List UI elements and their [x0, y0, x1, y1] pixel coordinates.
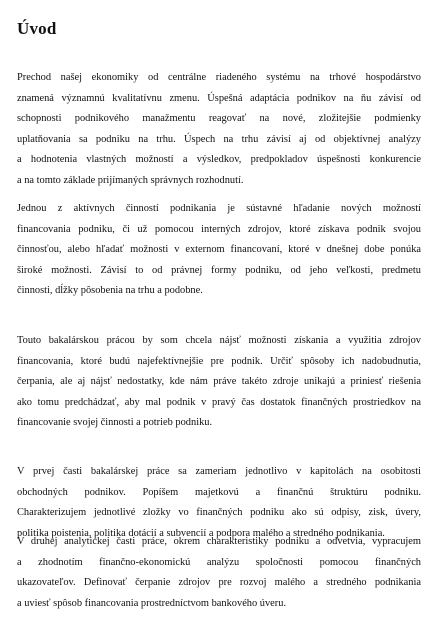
- page-title: Úvod: [17, 19, 57, 38]
- paragraph-1: [17, 68, 421, 191]
- text-line: uplatňovania sa podniku na trhu. Úspech na trhu závisí aj od objektívnej analýzy: [17, 133, 421, 145]
- text-line: Jednou z aktívnych činností podnikania je sústavné hľadanie nových možností: [17, 203, 421, 214]
- paragraph-3: [17, 331, 421, 434]
- text-line: financovania, ktoré budú najefektívnejšie pre podnik. Určiť spôsoby ich nadobudnutia,: [17, 355, 421, 367]
- text-line: Touto bakalárskou prácou by som chcela nájsť možnosti získania a využitia zdrojov: [17, 335, 421, 346]
- text-line: financovanie svojej činnosti a potrieb podniku.: [17, 417, 213, 428]
- text-line: činnosťou, alebo hľadať možnosti v externom financovaní, ktoré v dnešnej dobe ponúka: [17, 244, 421, 255]
- text-line: a hodnotenia vlastných možností a výsledkov, predpokladov úspešnosti konkurencie: [17, 154, 421, 165]
- text-line: a zhodnotím finančno-ekonomickú analýzu spoločnosti pomocou finančných: [17, 556, 421, 568]
- text-line: čerpania, ale aj nájsť nedostatky, kde nám práve takéto zdroje unikajú a priniesť riešenia: [17, 376, 421, 387]
- text-line: a uviesť spôsob financovania prostredníctvom bankového úveru.: [17, 597, 287, 609]
- text-line: schopnosti podnikového manažmentu reagovať na nové, zložitejšie podmienky: [17, 113, 421, 124]
- text-line: Charakterizujem jednotlivé zložky vo finančných podniku ako sú odpisy, zisk, úvery,: [17, 507, 421, 518]
- text-line: činnosti, dĺžky pôsobenia na trhu a podobne.: [17, 285, 203, 296]
- paragraph-2: [17, 199, 421, 302]
- text-line: financovania podniku, či už pomocou interných zdrojov, ktoré získava podnik svojou: [17, 223, 421, 235]
- text-line: ukazovateľov. Definovať čerpanie zdrojov pre rozvoj malého a stredného podnikania: [17, 577, 421, 588]
- text-line: V druhej analytickej časti práce, okrem charakteristiky podniku a odvetvia, vypracujem: [17, 536, 421, 547]
- text-line: a na tomto základe prijímaných správnych rozhodnutí.: [17, 174, 244, 186]
- text-line: Prechod našej ekonomiky od centrálne riadeného systému na trhové hospodárstvo: [17, 72, 421, 83]
- text-line: V prvej časti bakalárskej práce sa zameriam jednotlivo v kapitolách na osobitosti: [17, 466, 421, 477]
- text-line: znamená významnú kvalitatívnu zmenu. Úspešná adaptácia podnikov na ňu závisí od: [17, 92, 421, 104]
- text-line: široké možnosti. Závisí to od právnej formy podniku, od jeho veľkosti, predmetu: [17, 264, 421, 276]
- paragraph-5: [17, 532, 421, 614]
- text-line: obchodných podnikov. Popíšem majetkovú a finančnú štruktúru podniku.: [17, 486, 421, 498]
- text-line: politika poistenia, politika dotácií a subvencií a podpora malého a stredného podnikania.: [17, 527, 385, 539]
- text-line: ako tomu predchádzať, aby mal podnik v pravý čas dostatok finančných prostriedkov na: [17, 396, 421, 408]
